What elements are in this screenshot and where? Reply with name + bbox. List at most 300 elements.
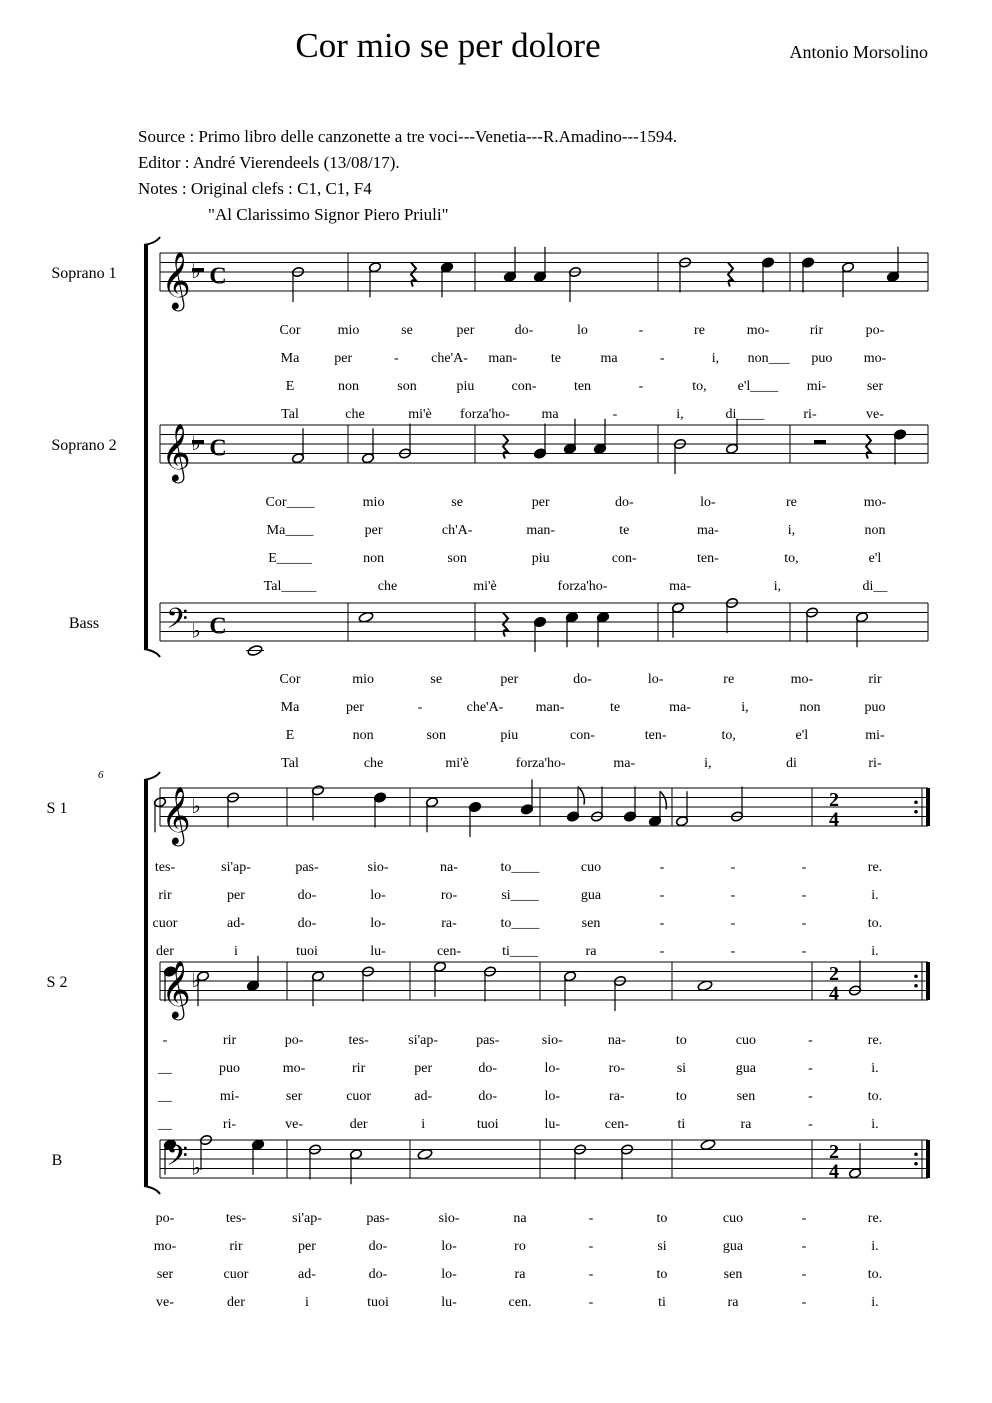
lyric-syllable: -: [638, 379, 644, 394]
lyric-syllable: i,: [676, 407, 684, 422]
lyric-syllable: tes-: [225, 1211, 247, 1226]
lyric-syllable: sen: [581, 916, 601, 931]
lyric-syllable: per: [227, 888, 245, 903]
lyric-syllable: per: [500, 672, 519, 687]
lyric-syllable: lu-: [441, 1295, 457, 1310]
lyric-syllable: ra: [727, 1295, 739, 1310]
repeat-dot: [914, 800, 918, 804]
lyric-syllable: -: [638, 323, 644, 338]
lyric-syllable: -: [801, 1267, 807, 1282]
staff-label: B: [51, 1152, 63, 1169]
common-time-signature: C: [209, 613, 227, 640]
lyric-syllable: ri-: [222, 1117, 237, 1132]
lyric-syllable: mo-: [282, 1061, 306, 1076]
lyric-syllable: E: [285, 379, 295, 394]
lyric-syllable: mo-: [153, 1239, 177, 1254]
lyric-syllable: ten-: [696, 551, 719, 566]
repeat-dot: [914, 1152, 918, 1156]
lyric-syllable: forza'ho-: [557, 579, 608, 594]
lyric-syllable: Ma: [280, 700, 300, 715]
lyric-syllable: rir: [809, 323, 824, 338]
lyric-syllable: gua: [735, 1061, 757, 1076]
lyric-syllable: che'A-: [466, 700, 504, 715]
lyric-syllable: ra: [585, 944, 597, 959]
lyric-syllable: sio-: [438, 1211, 460, 1226]
repeat-dot: [914, 974, 918, 978]
lyric-syllable: ad-: [298, 1267, 316, 1282]
lyric-syllable: non: [338, 379, 359, 394]
time-signature-denominator: 4: [829, 808, 839, 831]
lyric-syllable: cuo: [735, 1033, 757, 1048]
lyric-syllable: puo: [219, 1061, 241, 1076]
lyric-syllable: der: [349, 1117, 368, 1132]
lyric-syllable: -: [659, 944, 665, 959]
lyric-syllable: do-: [297, 916, 317, 931]
lyric-syllable: tuoi: [476, 1117, 499, 1132]
lyric-syllable: -: [801, 944, 807, 959]
lyric-syllable: se: [430, 672, 443, 687]
lyric-syllable: pas-: [366, 1211, 390, 1226]
staff-3: [154, 1134, 928, 1310]
lyric-syllable: ma-: [669, 579, 691, 594]
score-title: Cor mio se per dolore: [295, 26, 601, 65]
lyric-syllable: si'ap-: [408, 1033, 439, 1048]
lyric-syllable: to: [656, 1267, 668, 1282]
lyric-syllable: to____: [500, 860, 540, 875]
lyric-syllable: forza'ho-: [515, 756, 566, 771]
lyric-syllable: po-: [284, 1033, 304, 1048]
lyric-syllable: to,: [721, 728, 736, 743]
lyric-syllable: i,: [787, 523, 796, 538]
lyric-syllable: to,: [692, 379, 707, 394]
lyric-syllable: __: [158, 1061, 172, 1076]
lyric-syllable: ve-: [866, 407, 884, 422]
time-signature-denominator: 4: [829, 982, 839, 1005]
lyric-syllable: mi'è: [473, 579, 497, 594]
lyric-syllable: mi-: [219, 1089, 240, 1104]
lyric-syllable: tes-: [154, 860, 176, 875]
lyric-syllable: po-: [155, 1211, 175, 1226]
lyric-syllable: ra: [514, 1267, 526, 1282]
measure-number: 6: [98, 769, 104, 781]
lyric-syllable: do-: [478, 1089, 498, 1104]
lyric-syllable: ri-: [803, 407, 817, 422]
lyric-syllable: si: [657, 1239, 667, 1254]
lyric-syllable: to____: [500, 916, 540, 931]
lyric-syllable: __: [158, 1089, 172, 1104]
lyric-syllable: -: [659, 860, 665, 875]
lyric-syllable: se: [451, 495, 463, 510]
lyric-syllable: ti____: [502, 944, 538, 959]
lyric-syllable: re: [723, 672, 735, 687]
lyric-syllable: lo-: [647, 672, 664, 687]
staff-1: [153, 779, 928, 959]
lyric-syllable: re.: [867, 860, 883, 875]
lyric-syllable: po-: [865, 323, 885, 338]
lyric-syllable: to.: [867, 1089, 883, 1104]
lyric-syllable: ro-: [608, 1061, 625, 1076]
staff-2: [157, 956, 928, 1132]
flat-key-signature: ♭: [191, 433, 201, 455]
lyric-syllable: i: [305, 1295, 309, 1310]
quarter-rest: [728, 263, 733, 287]
lyric-syllable: cuo: [722, 1211, 744, 1226]
time-signature-numerator: 2: [829, 789, 839, 812]
lyric-syllable: -: [730, 944, 736, 959]
lyric-syllable: ser: [285, 1089, 303, 1104]
lyric-syllable: -: [730, 916, 736, 931]
quarter-rest: [503, 435, 508, 459]
lyric-syllable: di: [785, 756, 797, 771]
lyric-syllable: ser: [156, 1267, 174, 1282]
lyric-syllable: di____: [725, 407, 765, 422]
lyric-syllable: ma-: [613, 756, 636, 771]
lyric-syllable: gua: [722, 1239, 744, 1254]
lyric-syllable: -: [801, 916, 807, 931]
lyric-syllable: ch'A-: [441, 523, 473, 538]
staff-1: [160, 247, 928, 422]
lyric-syllable: na-: [440, 860, 458, 875]
lyric-syllable: cuor: [223, 1267, 249, 1282]
bracket-top-hook: [144, 772, 160, 780]
lyric-syllable: sen: [736, 1089, 756, 1104]
flat-key-signature: ♭: [191, 620, 201, 643]
system-2: [144, 772, 928, 1310]
lyric-syllable: cen.: [508, 1295, 532, 1310]
lyric-syllable: -: [801, 888, 807, 903]
lyric-syllable: che: [363, 756, 384, 771]
lyric-syllable: mio: [337, 323, 360, 338]
lyric-syllable: mio: [362, 495, 385, 510]
lyric-syllable: do-: [368, 1267, 388, 1282]
lyric-syllable: -: [801, 1295, 807, 1310]
lyric-syllable: sio-: [541, 1033, 563, 1048]
system-1: [144, 237, 928, 771]
lyric-syllable: lu-: [544, 1117, 561, 1132]
lyric-syllable: per: [298, 1239, 316, 1254]
repeat-dot: [914, 1162, 918, 1166]
lyric-syllable: piu: [456, 379, 475, 394]
lyric-syllable: che'A-: [431, 351, 468, 366]
lyric-syllable: i: [234, 944, 238, 959]
lyric-syllable: to.: [867, 916, 883, 931]
lyric-syllable: tes-: [348, 1033, 369, 1048]
lyric-syllable: rir: [158, 888, 172, 903]
repeat-dot: [914, 984, 918, 988]
bracket-bottom-hook: [144, 1186, 160, 1194]
lyric-syllable: re.: [867, 1211, 883, 1226]
lyric-syllable: te: [619, 523, 630, 538]
lyric-syllable: per: [346, 700, 364, 715]
lyric-syllable: man-: [526, 523, 556, 538]
lyric-syllable: se: [401, 323, 413, 338]
lyric-syllable: i.: [871, 944, 879, 959]
lyric-syllable: e'l: [868, 551, 882, 566]
common-time-signature: C: [209, 263, 227, 290]
lyric-syllable: ma-: [669, 700, 691, 715]
lyric-syllable: sio-: [367, 860, 389, 875]
lyric-syllable: mo-: [863, 351, 887, 366]
lyric-syllable: Cor: [279, 323, 301, 338]
time-signature-numerator: 2: [829, 1141, 839, 1164]
lyric-syllable: -: [588, 1211, 594, 1226]
notes-line: Notes : Original clefs : C1, C1, F4: [138, 179, 372, 198]
lyric-syllable: to: [675, 1089, 687, 1104]
lyric-syllable: -: [612, 407, 618, 422]
bracket-bottom-hook: [144, 649, 160, 657]
dedication-line: "Al Clarissimo Signor Piero Priuli": [208, 205, 449, 224]
lyric-syllable: rir: [222, 1033, 237, 1048]
lyric-syllable: man-: [535, 700, 565, 715]
lyric-syllable: -: [659, 351, 665, 366]
staff-label: Soprano 1: [51, 265, 117, 282]
lyric-syllable: lo-: [544, 1061, 561, 1076]
lyric-syllable: lo-: [370, 888, 386, 903]
lyric-syllable: rir: [229, 1239, 243, 1254]
lyric-syllable: che: [377, 579, 398, 594]
lyric-syllable: gua: [580, 888, 602, 903]
lyric-syllable: ten: [573, 379, 592, 394]
lyric-syllable: do-: [478, 1061, 498, 1076]
lyric-syllable: mi-: [806, 379, 827, 394]
lyric-syllable: do-: [368, 1239, 388, 1254]
lyric-syllable: cen-: [436, 944, 462, 959]
lyric-syllable: non: [363, 551, 385, 566]
lyric-syllable: ti: [677, 1117, 686, 1132]
lyric-syllable: -: [808, 1033, 813, 1048]
lyric-syllable: -: [659, 888, 665, 903]
lyric-syllable: ve-: [285, 1117, 304, 1132]
lyric-syllable: rir: [352, 1061, 366, 1076]
lyric-syllable: non___: [747, 351, 790, 366]
lyric-syllable: Cor____: [265, 495, 315, 510]
lyric-syllable: ma-: [696, 523, 719, 538]
lyric-syllable: ten-: [644, 728, 667, 743]
lyric-syllable: con-: [570, 728, 595, 743]
lyric-syllable: na: [513, 1211, 527, 1226]
lyric-syllable: per: [456, 323, 475, 338]
lyric-syllable: -: [730, 888, 736, 903]
lyric-syllable: E: [285, 728, 295, 743]
lyric-syllable: i.: [871, 1239, 879, 1254]
staff-label: Soprano 2: [51, 437, 117, 454]
treble-clef: 𝄞: [161, 787, 191, 843]
lyric-syllable: do-: [573, 672, 592, 687]
lyric-syllable: mi'è: [408, 407, 432, 422]
lyric-syllable: re: [785, 495, 797, 510]
lyric-syllable: lo-: [370, 916, 386, 931]
lyric-syllable: i,: [711, 351, 720, 366]
lyric-syllable: piu: [500, 728, 519, 743]
lyric-syllable: -: [801, 1239, 807, 1254]
editor-line: Editor : André Vierendeels (13/08/17).: [138, 153, 400, 172]
lyric-syllable: -: [801, 1211, 807, 1226]
lyric-syllable: i,: [773, 579, 782, 594]
lyric-syllable: ra: [740, 1117, 752, 1132]
lyric-syllable: mi'è: [445, 756, 469, 771]
flat-key-signature: ♭: [191, 1157, 201, 1180]
lyric-syllable: che: [345, 407, 365, 422]
lyric-syllable: do-: [514, 323, 534, 338]
lyric-syllable: cuor: [346, 1089, 372, 1104]
lyric-syllable: Tal: [281, 756, 299, 771]
flat-key-signature: ♭: [191, 796, 201, 818]
common-time-signature: C: [209, 435, 227, 462]
lyric-syllable: ro: [514, 1239, 526, 1254]
flat-key-signature: ♭: [191, 970, 201, 992]
lyric-syllable: do-: [614, 495, 634, 510]
lyric-syllable: ro-: [440, 888, 458, 903]
lyric-syllable: ra-: [609, 1089, 625, 1104]
quarter-rest: [411, 263, 416, 287]
lyric-syllable: E_____: [268, 551, 312, 566]
lyric-syllable: i.: [871, 888, 879, 903]
lyric-syllable: -: [162, 1033, 168, 1048]
lyric-syllable: i: [421, 1117, 426, 1132]
treble-clef: 𝄞: [161, 961, 191, 1017]
treble-clef: 𝄞: [161, 424, 191, 480]
time-signature-numerator: 2: [829, 963, 839, 986]
lyric-syllable: i.: [871, 1061, 879, 1076]
lyric-syllable: Tal: [281, 407, 299, 422]
lyric-syllable: per: [364, 523, 383, 538]
lyric-syllable: si'ap-: [221, 860, 251, 875]
lyric-syllable: ve-: [156, 1295, 174, 1310]
lyric-syllable: ra-: [441, 916, 457, 931]
bracket-top-hook: [144, 237, 160, 245]
lyric-syllable: -: [730, 860, 736, 875]
lyric-syllable: per: [414, 1061, 433, 1076]
lyric-syllable: lo: [577, 323, 588, 338]
lyric-syllable: -: [588, 1239, 594, 1254]
lyric-syllable: con-: [611, 551, 637, 566]
bass-clef: 𝄢: [166, 1141, 188, 1179]
lyric-syllable: mo-: [746, 323, 770, 338]
lyric-syllable: lo-: [544, 1089, 561, 1104]
bass-clef: 𝄢: [166, 604, 188, 642]
lyric-syllable: pas-: [476, 1033, 500, 1048]
lyric-syllable: cuor: [152, 916, 178, 931]
lyric-syllable: cuo: [580, 860, 602, 875]
lyric-syllable: Cor: [279, 672, 301, 687]
lyric-syllable: si'ap-: [292, 1211, 322, 1226]
lyric-syllable: -: [659, 916, 665, 931]
treble-clef: 𝄞: [161, 252, 191, 308]
lyric-syllable: to,: [784, 551, 799, 566]
lyric-syllable: forza'ho-: [460, 407, 510, 422]
lyric-syllable: te: [550, 351, 561, 366]
lyric-syllable: piu: [531, 551, 550, 566]
lyric-syllable: Tal_____: [263, 579, 317, 594]
lyric-syllable: rir: [868, 672, 882, 687]
lyric-syllable: na-: [607, 1033, 626, 1048]
lyric-syllable: -: [394, 351, 399, 366]
lyric-syllable: lu-: [370, 944, 386, 959]
lyric-syllable: to: [675, 1033, 687, 1048]
lyric-syllable: i.: [871, 1117, 879, 1132]
lyric-syllable: con-: [511, 379, 537, 394]
lyric-syllable: per: [531, 495, 550, 510]
lyric-syllable: ma: [600, 351, 618, 366]
lyric-syllable: non: [799, 700, 821, 715]
lyric-syllable: -: [417, 700, 423, 715]
staff-label: S 2: [46, 974, 68, 991]
lyric-syllable: ri-: [868, 756, 882, 771]
lyric-syllable: mi-: [865, 728, 885, 743]
lyric-syllable: __: [158, 1117, 172, 1132]
lyric-syllable: ad-: [414, 1089, 433, 1104]
lyric-syllable: i,: [741, 700, 749, 715]
time-signature-denominator: 4: [829, 1160, 839, 1183]
lyric-syllable: son: [397, 379, 417, 394]
lyric-syllable: re.: [867, 1033, 883, 1048]
lyric-syllable: si____: [501, 888, 539, 903]
lyric-syllable: re: [694, 323, 705, 338]
source-line: Source : Primo libro delle canzonette a tre voci---Venetia---R.Amadino---1594.: [138, 127, 678, 146]
lyric-syllable: -: [801, 860, 807, 875]
lyric-syllable: lo-: [441, 1239, 457, 1254]
lyric-syllable: do-: [297, 888, 317, 903]
lyric-syllable: ti: [658, 1295, 666, 1310]
lyric-syllable: mo-: [790, 672, 814, 687]
lyric-syllable: cen-: [604, 1117, 629, 1132]
lyric-syllable: te: [609, 700, 621, 715]
lyric-syllable: i.: [871, 1295, 879, 1310]
lyric-syllable: -: [808, 1089, 813, 1104]
lyric-syllable: lo-: [441, 1267, 457, 1282]
lyric-syllable: puo: [811, 351, 833, 366]
lyric-syllable: to.: [867, 1267, 883, 1282]
flat-key-signature: ♭: [191, 261, 201, 283]
lyric-syllable: -: [588, 1267, 594, 1282]
lyric-syllable: -: [808, 1117, 813, 1132]
lyric-syllable: pas-: [295, 860, 319, 875]
lyric-syllable: puo: [864, 700, 886, 715]
lyric-syllable: -: [588, 1295, 594, 1310]
composer-name: Antonio Morsolino: [789, 42, 928, 62]
note-flag: [578, 787, 584, 805]
lyric-syllable: i,: [704, 756, 712, 771]
lyric-syllable: man-: [488, 351, 518, 366]
lyric-syllable: mo-: [863, 495, 887, 510]
lyric-syllable: e'l____: [737, 379, 779, 394]
lyric-syllable: di__: [862, 579, 888, 594]
staff-label: Bass: [68, 615, 100, 632]
quarter-rest: [866, 435, 871, 459]
staff-3: [160, 597, 928, 771]
repeat-dot: [914, 810, 918, 814]
staff-label: S 1: [46, 800, 68, 817]
lyric-syllable: non: [864, 523, 886, 538]
half-rest: [814, 440, 826, 444]
lyric-syllable: son: [426, 728, 446, 743]
lyric-syllable: non: [352, 728, 374, 743]
lyric-syllable: ad-: [227, 916, 245, 931]
lyric-syllable: mio: [352, 672, 375, 687]
lyric-syllable: tuoi: [296, 944, 318, 959]
lyric-syllable: son: [447, 551, 467, 566]
lyric-syllable: -: [808, 1061, 813, 1076]
lyric-syllable: to: [656, 1211, 668, 1226]
lyric-syllable: per: [334, 351, 353, 366]
lyric-syllable: Ma: [280, 351, 300, 366]
lyric-syllable: der: [227, 1295, 245, 1310]
lyric-syllable: lo-: [700, 495, 716, 510]
staff-2: [160, 419, 928, 594]
lyric-syllable: der: [156, 944, 174, 959]
lyric-syllable: tuoi: [367, 1295, 389, 1310]
lyric-syllable: e'l: [795, 728, 809, 743]
